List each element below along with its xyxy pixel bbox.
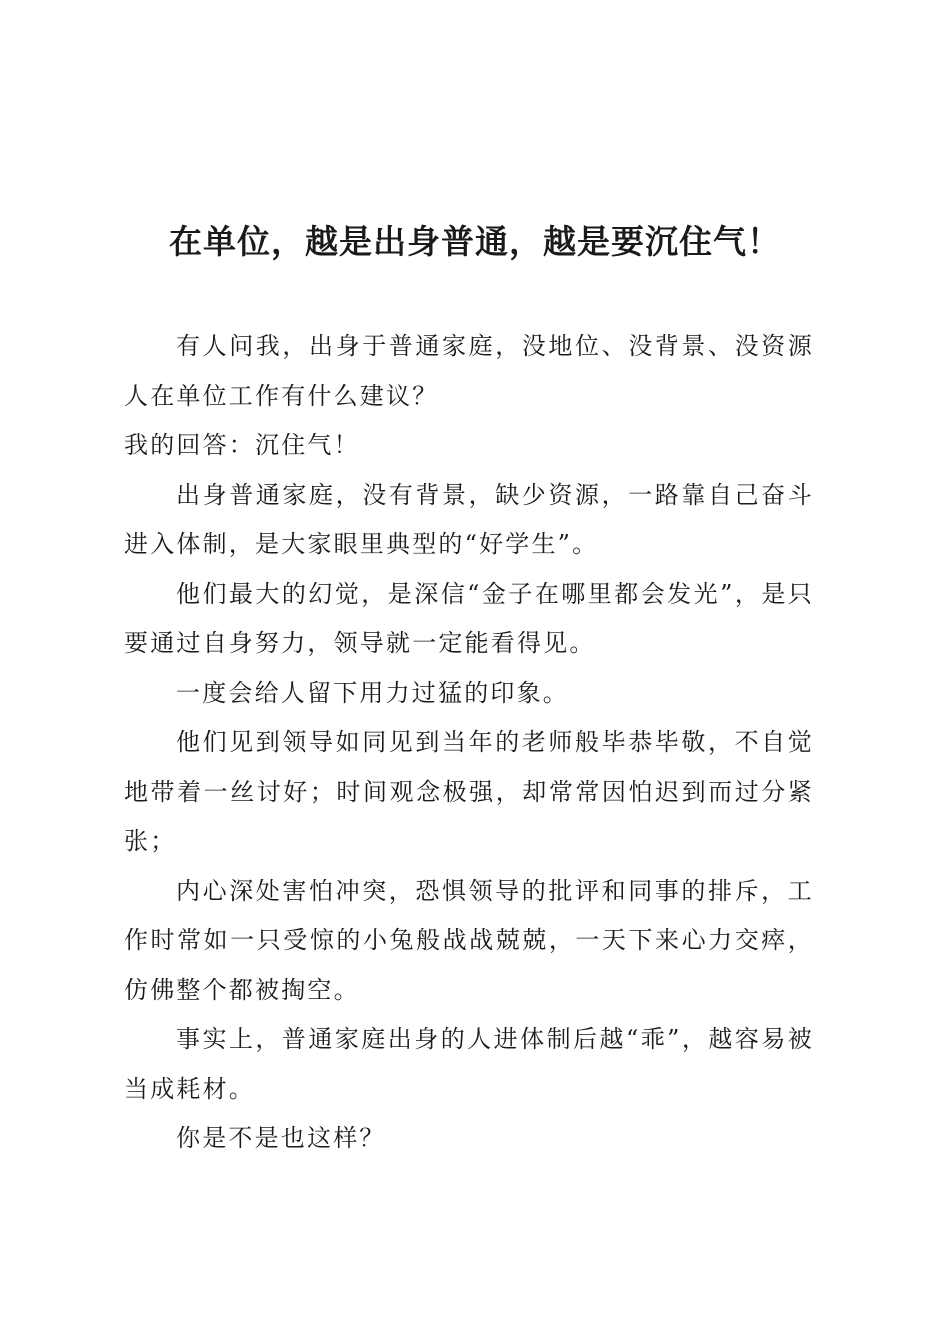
paragraph-behavior: 他们见到领导如同见到当年的老师般毕恭毕敬，不自觉地带着一丝讨好；时间观念极强，却常常因怕迟到而过分紧张； [124,728,814,855]
paragraph-background: 出身普通家庭，没有背景，缺少资源，一路靠自己奋斗进入体制，是大家眼里典型的“好学生”。 [124,480,814,558]
paragraph-question: 有人问我，出身于普通家庭，没地位、没背景、没资源人在单位工作有什么建议？ [124,332,814,410]
document-title: 在单位，越是出身普通，越是要沉住气！ [169,222,781,261]
document-body [124,322,814,1164]
paragraph-fact: 事实上，普通家庭出身的人进体制后越“乖”，越容易被当成耗材。 [124,1025,814,1103]
paragraph-closing-question: 你是不是也这样？ [176,1124,386,1152]
paragraph-impression: 一度会给人留下用力过猛的印象。 [176,678,569,707]
paragraph-answer: 我的回答：沉住气！ [124,431,360,459]
paragraph-fear: 内心深处害怕冲突，恐惧领导的批评和同事的排斥，工作时常如一只受惊的小兔般战战兢兢，一天下来心力交瘁，仿佛整个都被掏空。 [124,876,814,1004]
paragraph-illusion: 他们最大的幻觉，是深信“金子在哪里都会发光”，是只要通过自身努力，领导就一定能看得见。 [124,579,814,657]
